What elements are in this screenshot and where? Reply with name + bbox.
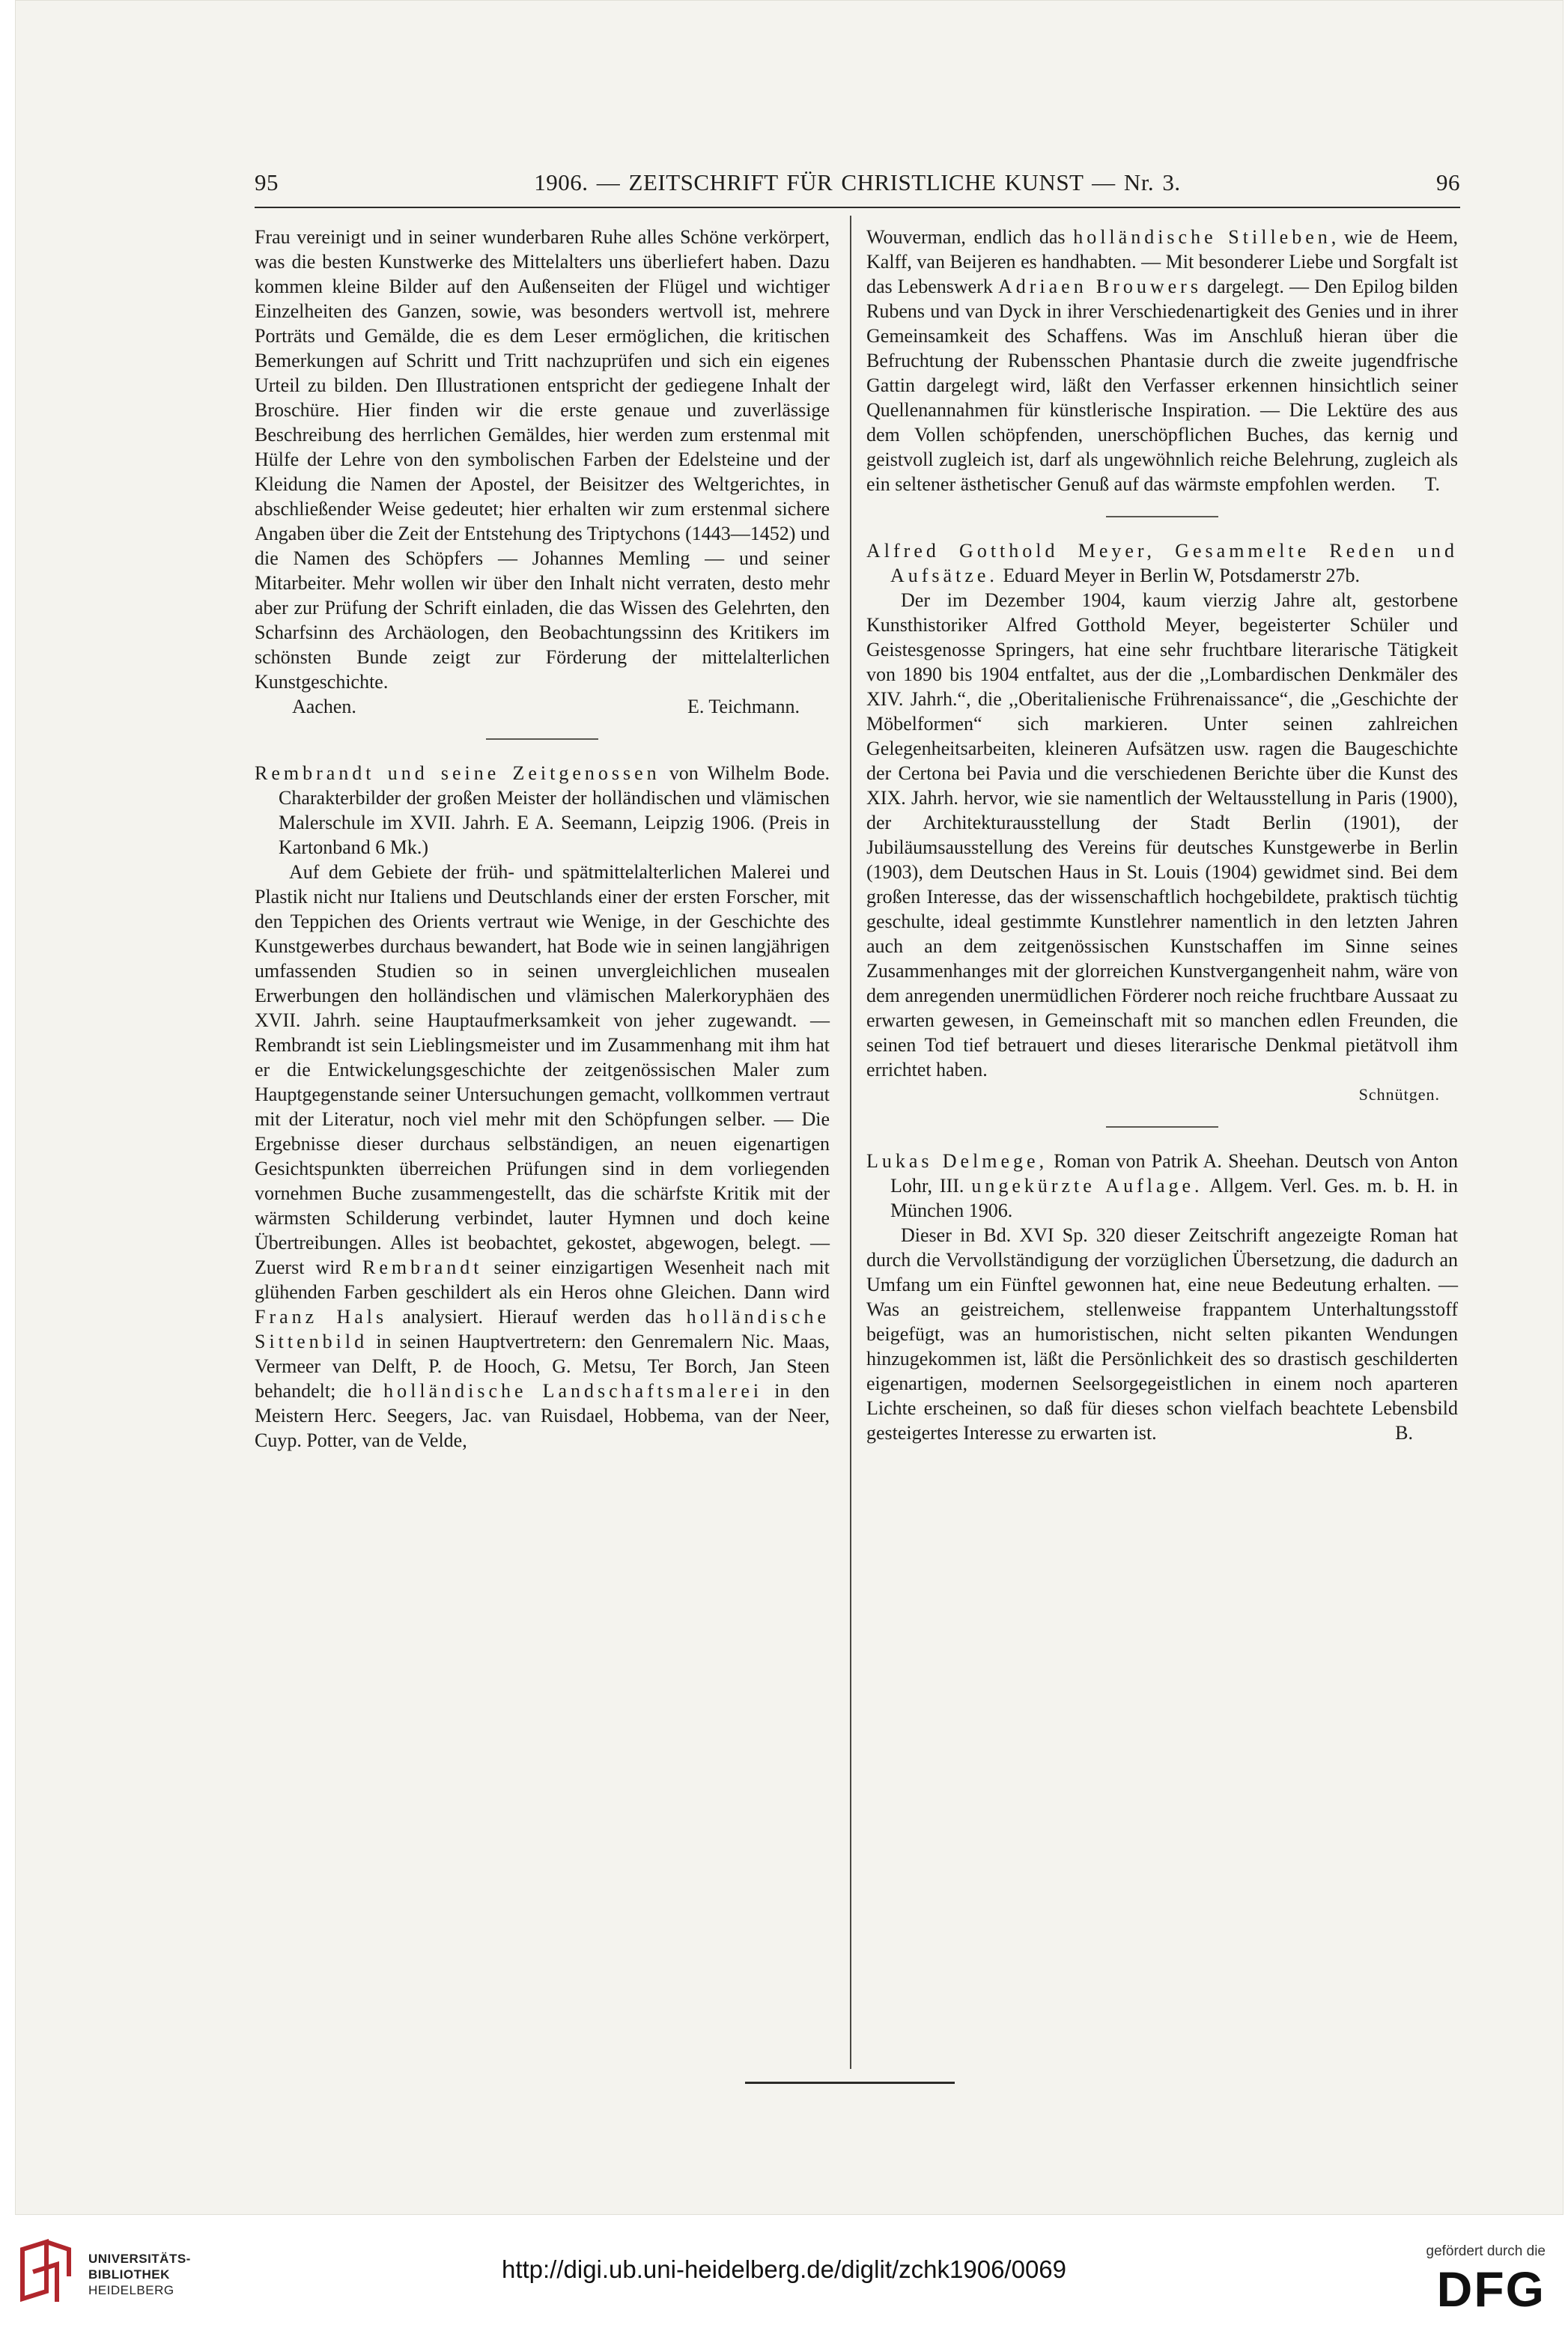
review-rembrandt-heading (255, 761, 830, 860)
body-text: Auf dem Gebiete der früh- und spätmittelalterlichen Malerei und Plastik nicht nur Italiens und Deutschlands einer der ersten Forscher, mit den Teppichen des Orients vertraut wie Wenige, in der Geschichte des Kunstgewerbes durchaus bewandert, hat Bode wie in seinen langjährigen umfassenden Studien so in seinen unvergleichlichen musealen Erwerbungen den holländischen und vlämischen Malerkoryphäen des XVII. Jahrh. seine Hauptaufmerksamkeit von jeher zugewandt. — Rembrandt ist sein Lieblingsmeister und im Zusammenhang mit ihm hat er die Entwickelungsgeschichte der zeitgenössischen Maler zum Hauptgegenstande seiner Untersuchungen gemacht, vollkommen vertraut mit der Literatur, noch viel mehr mit den Schöpfungen selber. — Die Ergebnisse dieser durchaus selbständigen, an neuen eigenartigen Gesichtspunkten überreichen Prüfungen sind in dem vorliegenden vornehmen Buche zusammengestellt, das die schärfste Kritik mit der wärmsten Schilderung verbindet, lauter Hymnen und doch keine Übertreibungen. Alles ist beobachtet, gekostet, abgewogen, belegt. — Zuerst wird (255, 861, 830, 1278)
review-bibliographic-ref: von Wilhelm Bode. Charakterbilder der großen Meister der holländischen und vlämischen Malerschule im XVII. Jahrh. E A. Seemann, Leipzig 1906. (Preis in Kartonband 6 Mk.) (279, 762, 830, 858)
section-divider (486, 738, 598, 740)
signature-schnuetgen: Schnütgen. (1358, 1085, 1440, 1104)
page-number-right: 96 (1436, 169, 1460, 195)
journal-title: 1906. — ZEITSCHRIFT FÜR CHRISTLICHE KUNST — Nr. 3. (534, 169, 1181, 195)
review-rembrandt-body (255, 860, 830, 1453)
library-name-line: HEIDELBERG (88, 2283, 174, 2297)
review-memling-end: Frau vereinigt und in seiner wunderbaren Ruhe alles Schöne verkörpert, was die besten Kunstwerke des Mittelalters uns überliefert haben. Dazu kommen kleine Bilder auf den Außenseiten der Flügel und wichtiger Einzelheiten des Ganzen, sowie, was besonders wertvoll ist, mehrere Porträts und Gemälde, die es dem Leser ermöglichen, die kritischen Bemerkungen auf Schritt und Tritt nachzuprüfen und sich ein eigenes Urteil zu bilden. Den Illustrationen entspricht der gediegene Inhalt der Broschüre. Hier finden wir die erste genaue und zuverlässige Beschreibung des herrlichen Gemäldes, hier werden zum erstenmal mit Hülfe der Lehre von den symbolischen Farben der Edelsteine und der Kleidung die Namen der Apostel, der Beisitzer des Weltgerichtes, in abschließender Weise gedeutet; hier erhalten wir zum erstenmal sichere Angaben über die Zeit der Entstehung des Triptychons (1443—1452) und die Namen des Schöpfers — Johannes Memling — und seiner Mitarbeiter. Mehr wollen wir über den Inhalt nicht verraten, desto mehr aber zur Prüfung der Schrift einladen, die das Wissen des Gelehrten, den Scharfsinn des Archäologen, den Beobachtungssinn des Kritikers im schönsten Bunde zeigt zur Förderung der mittelalterlichen Kunstgeschichte. (255, 226, 830, 693)
review-title: Alfred Gotthold Meyer, Gesammelte Reden und Aufsätze. (866, 540, 1458, 586)
column-separator (850, 216, 851, 2069)
permalink-url[interactable]: http://digi.ub.uni-heidelberg.de/diglit/zchk1906/0069 (501, 2255, 1067, 2283)
body-text: in seinen Hauptvertretern: den Genremalern Nic. Maas, Vermeer van Delft, P. de Hooch, G. Metsu, Ter Borch, Jan Steen behandelt; die (255, 1331, 830, 1402)
body-text: in den Meistern Herc. Seegers, Jac. van Ruisdael, Hobbema, van der Neer, Cuyp. Potter, van de Velde, (255, 1380, 830, 1451)
section-divider (1106, 1126, 1218, 1128)
funding-caption: gefördert durch die (1426, 2243, 1546, 2259)
body-text: analysiert. Hierauf werden das (387, 1306, 687, 1328)
emphasis-text: ungekürzte Auflage. (971, 1175, 1203, 1197)
left-column (255, 225, 830, 1453)
library-name-line: BIBLIOTHEK (88, 2267, 170, 2282)
header-rule (255, 207, 1460, 208)
page-number-left: 95 (255, 169, 279, 195)
body-text: , wie de Heem, Kalff, van Beijeren es handhabten. — Mit besonderer Liebe und Sorgfalt ist das Lebenswerk (866, 226, 1458, 297)
review-title: Rembrandt und seine Zeitgenossen (255, 762, 660, 784)
emphasis-text: holländische Sittenbild (255, 1306, 830, 1352)
body-text: Dieser in Bd. XVI Sp. 320 dieser Zeitschrift angezeigte Roman hat durch die Vervollständigung der vorzüglichen Übersetzung, die dadurch an Umfang um ein Fünftel gewonnen hat, eine neue Bedeutung erhalten. — Was an geistreichem, stellenweise frappantem Unterhaltungsstoff beigefügt, was an humoristischen, nicht selten pikanten Wendungen hinzugekommen ist, läßt die Persönlichkeit des so drastisch geschilderten eigenartigen, modernen Seelsorgegeistlichen in einem noch aparteren Lichte erscheinen, so daß für dieses schon vielfach beachtete Lebensbild gesteigertes Interesse zu erwarten ist. (866, 1224, 1458, 1444)
signature-teichmann (255, 694, 830, 719)
review-meyer-body: Der im Dezember 1904, kaum vierzig Jahre alt, gestorbene Kunsthistoriker Alfred Gotthold Meyer, begeisterter Schüler und Geistesgenosse Springers, hat eine sehr fruchtbare literarische Tätigkeit von 1890 bis 1904 entfaltet, aus der die ,,Lombardischen Denkmäler des XIV. Jahrh.“, die ,,Oberitalienische Frührenaissance“, die „Geschichte der Möbelformen“ sich markieren. Unter seinen zahlreichen Gelegenheitsarbeiten, kleineren Aufsätzen usw. ragen die Baugeschichte der Certona bei Pavia und die verschiedenen Berichte über die Kunst des XIX. Jahrh. hervor, wie sie namentlich der Weltausstellung in Paris (1900), der Architekturausstellung der Stadt Berlin (1901), der Jubiläumsausstellung des Vereins für deutsches Kunstgewerbe in Berlin (1903), dem Deutschen Haus in St. Louis (1904) gewidmet sind. Bei dem großen Interesse, das der wissenschaftlich hochgebildete, praktisch tüchtig geschulte, ideal gestimmte Kunstlehrer namentlich in den letzten Jahren auch an dem zeitgenössischen Kunstschaffen im Sinne seines Zusammenhanges mit der glorreichen Kunstvergangenheit nahm, wäre von dem anregenden unermüdlichen Förderer noch reiche fruchtbare Aussaat zu erwarten gewesen, in Gemeinschaft mit so manchen edlen Freunden, die seinen Tod tief betrauert und dieses literarische Denkmal pietätvoll ihm errichtet haben. (866, 589, 1458, 1081)
review-bibliographic-ref: Roman von Patrik A. Sheehan. Deutsch von Anton Lohr, III. (890, 1150, 1458, 1197)
digitization-footer (0, 2215, 1568, 2334)
section-divider (1106, 516, 1218, 517)
review-bibliographic-ref: Allgem. Verl. Ges. m. b. H. in München 1906. (890, 1175, 1459, 1221)
review-rembrandt-continued (866, 225, 1458, 496)
running-header (255, 169, 1460, 202)
right-column (866, 225, 1458, 1445)
signature-name: E. Teichmann. (687, 696, 800, 717)
signature-place: Aachen. (292, 696, 356, 717)
review-bibliographic-ref: Eduard Meyer in Berlin W, Potsdamerstr 27b. (997, 565, 1361, 586)
body-text: dargelegt. — Den Epilog bilden Rubens und van Dyck in ihrer Verschiedenartigkeit des Genies und in ihrer Gemeinsamkeit des Schaffens. Was im Anschluß hieran über die Befruchtung der Rubensschen Phantasie durch die zweite jugendfrische Gattin dargelegt wird, läßt den Verfasser erkennen hinsichtlich seiner Quellenannahmen für künstlerische Inspiration. — Die Lektüre des aus dem Vollen schöpfenden, unerschöpflichen Buches, das kernig und geistvoll zugleich ist, darf als ungewöhnlich reiche Belehrung, zugleich als ein seltener ästhetischer Genuß auf das wärmste empfohlen werden. (866, 276, 1458, 495)
emphasis-text: holländische Stilleben (1073, 226, 1331, 248)
review-delmege-heading (866, 1149, 1458, 1223)
page-end-rule (745, 2082, 955, 2084)
review-delmege-body (866, 1223, 1458, 1445)
emphasis-text: Franz Hals (255, 1306, 388, 1328)
emphasis-text: Adriaen Brouwers (997, 276, 1202, 297)
signature-initial: B. (1395, 1422, 1413, 1444)
signature-initial: T. (1424, 473, 1440, 495)
emphasis-text: holländische Landschaftsmalerei (383, 1380, 763, 1402)
review-meyer-heading (866, 538, 1458, 588)
body-text: Wouverman, endlich das (866, 226, 1074, 248)
review-title: Lukas Delmege, (866, 1150, 1048, 1172)
emphasis-text: Rembrandt (362, 1256, 483, 1278)
body-text: seiner einzigartigen Wesenheit nach mit glühenden Farben geschildert als ein Heros ohne Gleichen. Dann wird (255, 1256, 830, 1303)
dfg-logo[interactable]: DFG (1436, 2261, 1546, 2317)
library-name-line: UNIVERSITÄTS- (88, 2252, 191, 2266)
